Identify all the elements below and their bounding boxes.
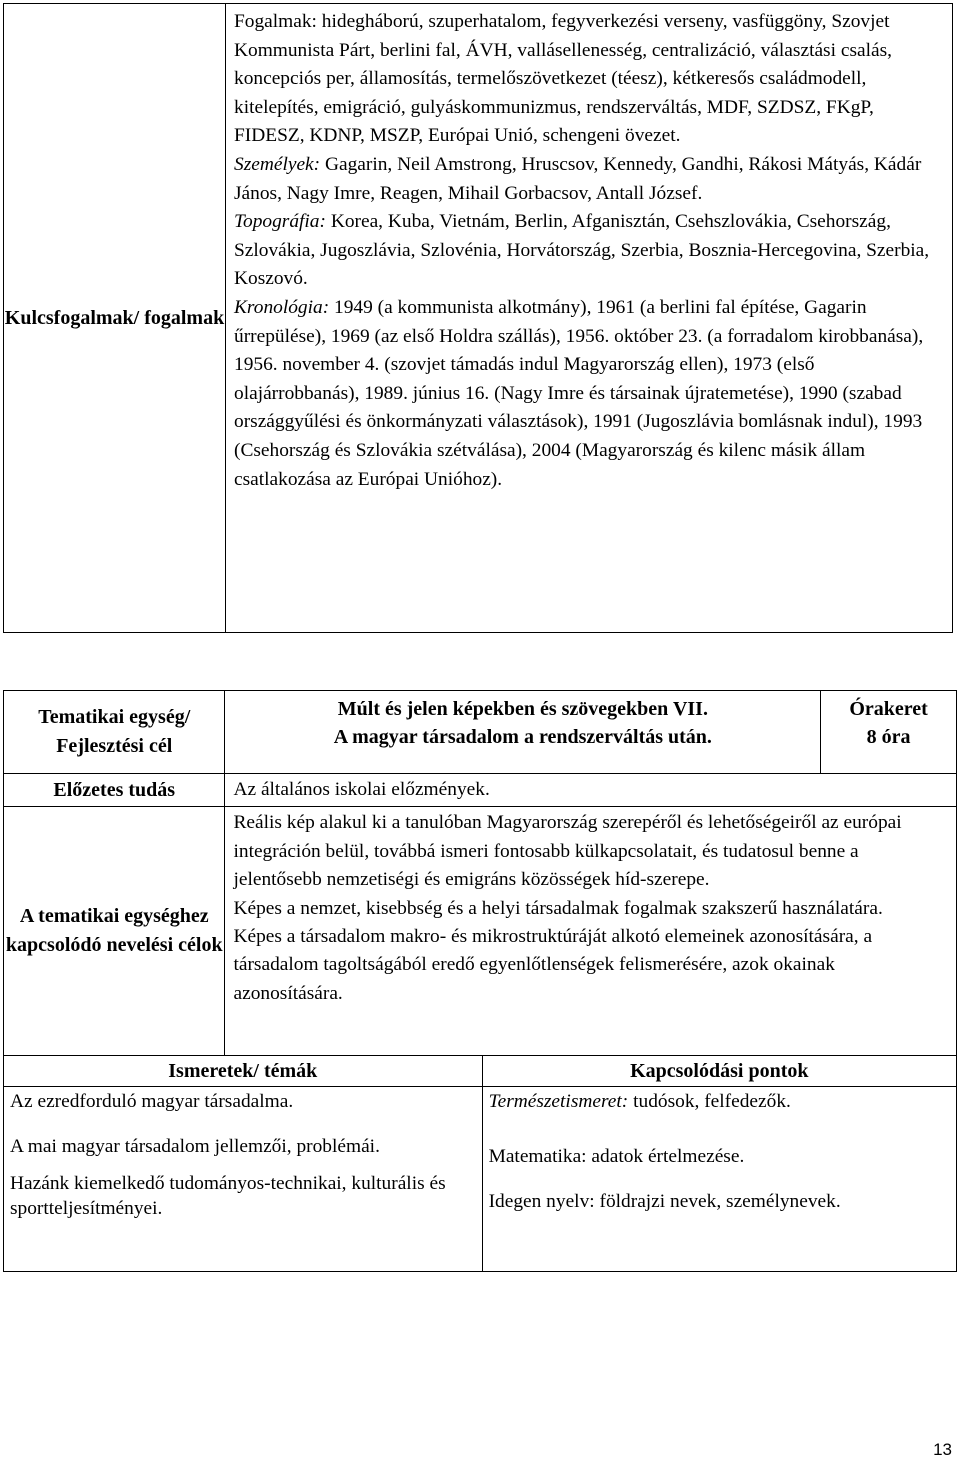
key-concepts-table xyxy=(3,3,953,633)
link-item: Matematika: adatok értelmezése. xyxy=(488,1146,745,1168)
topic-item: Az ezredforduló magyar társadalma. xyxy=(10,1091,294,1113)
unit-title-line-2: A magyar társadalom a rendszerváltás után. xyxy=(333,726,712,748)
educational-goals-label: A tematikai egységhez kapcsolódó nevelési célok xyxy=(4,807,225,1056)
topics-list xyxy=(4,1087,483,1272)
prior-knowledge-text: Az általános iskolai előzmények. xyxy=(225,774,957,807)
topic-item: Hazánk kiemelkedő tudományos-technikai, kulturális és sportteljesítményei. xyxy=(10,1173,446,1220)
key-concepts-label: Kulcsfogalmak/ fogalmak xyxy=(4,4,226,633)
thematic-unit-table xyxy=(3,690,957,1272)
topography-label: Topográfia: xyxy=(234,211,326,233)
topography-text: Korea, Kuba, Vietnám, Berlin, Afganisztán, Csehszlovákia, Csehország, Szlovákia, Jugoszlávia, Szlovénia, Horvátország, Szerbia, Bosznia-Hercegovina, Szerbia, Koszovó. xyxy=(234,211,930,290)
unit-title-line-1: Múlt és jelen képekben és szövegekben VII. xyxy=(337,698,708,720)
persons-text: Gagarin, Neil Amstrong, Hruscsov, Kennedy, Gandhi, Rákosi Mátyás, Kádár János, Nagy Imre, Reagen, Mihail Gorbacsov, Antall József. xyxy=(234,153,922,204)
hours-value: 8 óra xyxy=(866,726,911,748)
links-header: Kapcsolódási pontok xyxy=(482,1056,956,1087)
link-label: Természetismeret: xyxy=(488,1091,629,1113)
goal-item: Reális kép alakul ki a tanulóban Magyarország szerepéről és lehetőségeiről az európai integráción belül, továbbá ismeri fontosabb külkapcsolatait, és tudatosul benne a jelentősebb nemzetiségi és emigráns közösségek híd-szerepe. xyxy=(233,812,902,891)
educational-goals xyxy=(225,807,957,1056)
unit-title xyxy=(225,691,821,774)
link-text: tudósok, felfedezők. xyxy=(628,1091,791,1113)
goal-item: Képes a nemzet, kisebbség és a helyi társadalmak fogalmak szakszerű használatára. xyxy=(233,897,883,919)
key-concepts-content xyxy=(226,4,953,633)
prior-knowledge-label: Előzetes tudás xyxy=(4,774,225,807)
chronology-text: 1949 (a kommunista alkotmány), 1961 (a berlini fal építése, Gagarin űrrepülése), 1969 (az első Holdra szállás), 1956. október 23. (a forradalom kirobbanása), 1956. november 4. (szovjet támadás indul Magyarország ellen), 1973 (első olajárrobbanás), 1989. június 16. (Nagy Imre és társainak újratemetése), 1990 (szabad országgyűlési és önkormányzati választások), 1991 (Jugoszlávia bomlásnak indul), 1993 (Csehország és Szlovákia szétválása), 2004 (Magyarország és kilenc másik állam csatlakozása az Európai Unióhoz). xyxy=(234,296,924,490)
links-list xyxy=(482,1087,956,1272)
hours-label: Órakeret xyxy=(849,698,928,720)
page-number: 13 xyxy=(933,1440,952,1459)
topic-item: A mai magyar társadalom jellemzői, problémái. xyxy=(10,1136,380,1158)
persons-label: Személyek: xyxy=(234,153,321,175)
thematic-unit-label: Tematikai egység/ Fejlesztési cél xyxy=(4,691,225,774)
chronology-label: Kronológia: xyxy=(234,296,330,318)
hours-cell xyxy=(821,691,957,774)
concepts-text: Fogalmak: hidegháború, szuperhatalom, fegyverkezési verseny, vasfüggöny, Szovjet Kommunista Párt, berlini fal, ÁVH, vallásellenesség, centralizáció, választási csalás, koncepciós per, államosítás, termelőszövetkezet (téesz), kétkeresős családmodell, kitelepítés, emigráció, gulyáskommunizmus, rendszerváltás, MDF, SZDSZ, FKgP, FIDESZ, KDNP, MSZP, Európai Unió, schengeni övezet. xyxy=(234,11,892,147)
topics-header: Ismeretek/ témák xyxy=(4,1056,483,1087)
goal-item: Képes a társadalom makro- és mikrostruktúráját alkotó elemeinek azonosítására, a társadalom tagoltságából eredő egyenlőtlenségek felismerésére, azok okainak azonosítására. xyxy=(233,926,873,1004)
link-item xyxy=(489,1089,950,1114)
link-item: Idegen nyelv: földrajzi nevek, személynevek. xyxy=(488,1191,841,1213)
